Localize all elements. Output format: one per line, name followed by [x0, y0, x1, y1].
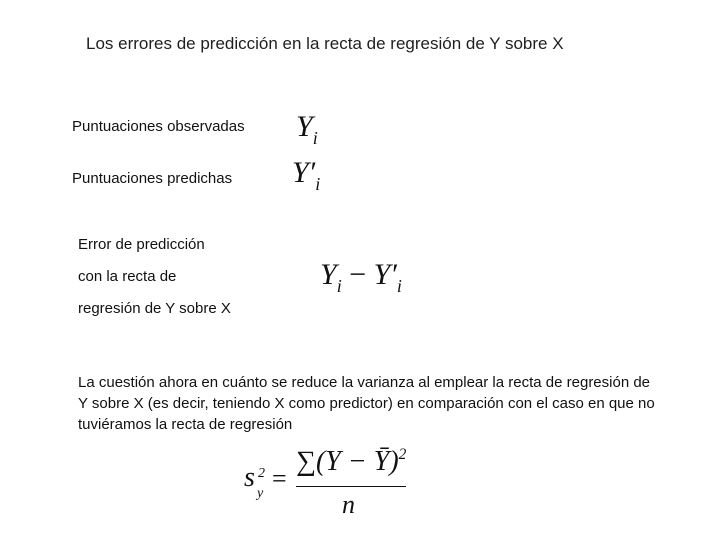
- observed-scores-label: Puntuaciones observadas: [72, 118, 245, 135]
- variance-numerator: [296, 446, 406, 478]
- formula-subscript: i: [336, 276, 342, 297]
- formula-subscript: i: [312, 128, 318, 149]
- variance-lhs-superscript: 2: [258, 466, 265, 481]
- formula-minus: −: [349, 258, 367, 291]
- explanation-paragraph: La cuestión ahora en cuánto se reduce la varianza al emplear la recta de regresión de Y sobre X (es decir, teniendo X como predictor) en comparación con el caso en que no tuviéramos la recta de regresión: [78, 374, 655, 433]
- prediction-error-label-line1: Error de predicción: [78, 236, 205, 253]
- fraction-bar: [296, 486, 406, 487]
- variance-lhs-subscript: y: [257, 486, 264, 501]
- observed-scores-formula: [296, 110, 318, 149]
- predicted-scores-formula: [292, 156, 320, 195]
- predicted-scores-label: Puntuaciones predichas: [72, 170, 233, 187]
- formula-var: Y′: [373, 258, 397, 291]
- prediction-error-label-line3: regresión de Y sobre X: [78, 300, 231, 317]
- formula-var: Y′: [292, 156, 316, 189]
- formula-var: Y: [320, 258, 337, 291]
- prediction-error-formula: [320, 258, 402, 297]
- formula-superscript: 2: [398, 446, 407, 464]
- variance-denominator: n: [342, 490, 355, 519]
- variance-lhs: [244, 462, 255, 494]
- formula-subscript: i: [315, 174, 321, 195]
- slide-title: Los errores de predicción en la recta de regresión de Y sobre X: [86, 34, 564, 53]
- formula-numerator-text: ∑(Y − Ȳ): [296, 446, 399, 477]
- formula-subscript: i: [396, 276, 402, 297]
- variance-equals: =: [272, 464, 287, 493]
- formula-var: s: [244, 462, 255, 493]
- formula-var: Y: [296, 110, 313, 143]
- prediction-error-label-line2: con la recta de: [78, 268, 177, 285]
